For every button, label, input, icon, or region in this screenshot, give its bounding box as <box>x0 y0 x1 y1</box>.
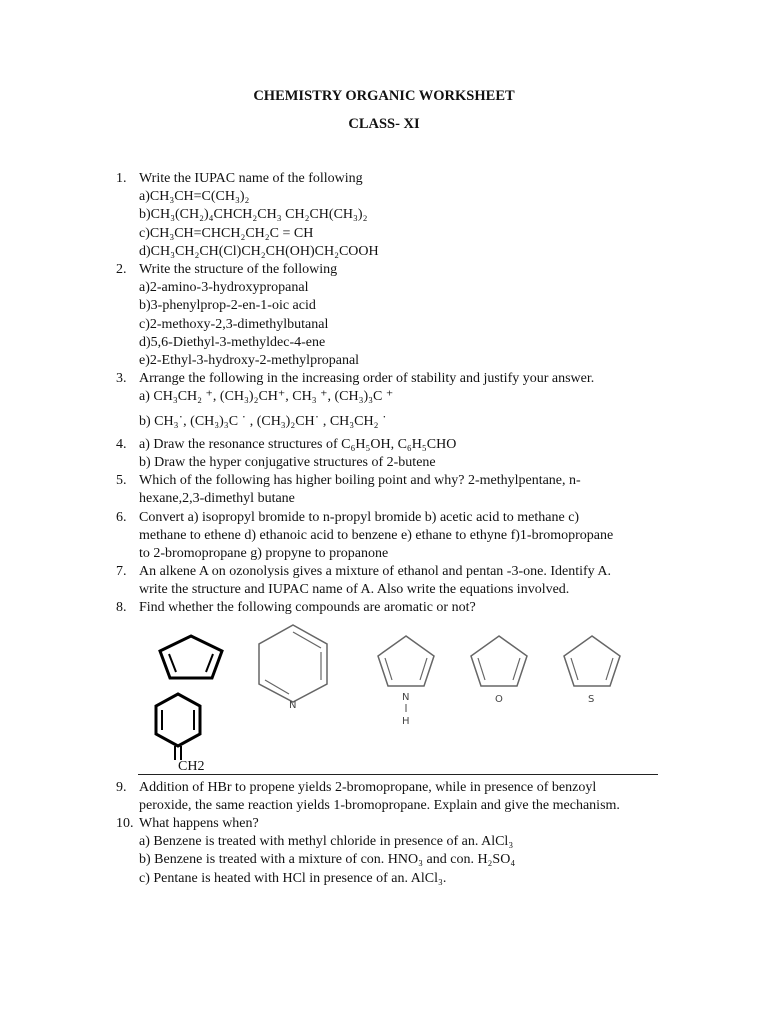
question-item: c) Pentane is heated with HCl in presence of an. AlCl₃. <box>139 870 447 886</box>
question-10 <box>116 815 676 888</box>
thiophene-s-label: S <box>588 694 595 705</box>
question-text: to 2-bromopropane g) propyne to propanone <box>139 546 389 562</box>
ch2-label: CH2 <box>178 759 205 774</box>
question-8 <box>116 599 676 617</box>
question-item: b) Benzene is treated with a mixture of con. HNO₃ and con. H₂SO₄ <box>139 852 516 868</box>
question-item: a) CH₃CH₂ ⁺, (CH₃)₂CH⁺, CH₃ ⁺, (CH₃)₃C ⁺ <box>139 389 394 405</box>
question-number: 7. <box>116 564 127 579</box>
question-text: write the structure and IUPAC name of A. Also write the equations involved. <box>139 582 570 598</box>
pyridine-n-label: N <box>289 700 297 711</box>
question-item: c)2-methoxy-2,3-dimethylbutanal <box>139 316 329 332</box>
question-9 <box>116 779 676 815</box>
question-number: 5. <box>116 473 127 488</box>
question-item: c)CH₃CH=CHCH₂CH₂C = CH <box>139 225 314 241</box>
question-5 <box>116 472 676 508</box>
question-item: a)2-amino-3-hydroxypropanal <box>139 280 309 296</box>
furan-o-label: O <box>495 694 503 705</box>
question-text: methane to ethene d) ethanoic acid to benzene e) ethane to ethyne f)1-bromopropane <box>139 528 614 544</box>
question-item: d)CH₃CH₂CH(Cl)CH₂CH(OH)CH₂COOH <box>139 243 379 259</box>
pyrrole-structure <box>372 632 440 727</box>
cyclopentadiene-structure <box>155 632 227 682</box>
question-2 <box>116 261 676 370</box>
question-number: 3. <box>116 371 127 386</box>
question-number: 4. <box>116 437 127 452</box>
question-text: An alkene A on ozonolysis gives a mixture of ethanol and pentan -3-one. Identify A. <box>139 564 612 579</box>
question-number: 8. <box>116 600 127 615</box>
question-item: d)5,6-Diethyl-3-methyldec-4-ene <box>139 334 326 350</box>
question-item: a) Benzene is treated with methyl chloride in presence of an. AlCl₃ <box>139 834 514 850</box>
section-divider <box>138 774 658 775</box>
question-text: hexane,2,3-dimethyl butane <box>139 491 295 507</box>
question-number: 9. <box>116 780 127 795</box>
question-item: e)2-Ethyl-3-hydroxy-2-methylpropanal <box>139 353 360 369</box>
pyridine-structure <box>255 622 331 712</box>
question-number: 1. <box>116 171 127 186</box>
pyrrole-n-label: N <box>402 692 410 703</box>
question-number: 2. <box>116 262 127 277</box>
pyrrole-h-label: H <box>402 716 410 727</box>
question-item: b)3-phenylprop-2-en-1-oic acid <box>139 298 316 314</box>
question-1 <box>116 170 676 261</box>
thiophene-structure <box>558 632 626 707</box>
question-text: Arrange the following in the increasing order of stability and justify your answer. <box>139 371 595 386</box>
methylene-cyclohexadiene-structure <box>150 690 206 762</box>
question-text: Addition of HBr to propene yields 2-bromopropane, while in presence of benzoyl <box>139 780 597 795</box>
question-item: b) CH₃˙, (CH₃)₃C ˙ , (CH₃)₂CH˙ , CH₃CH₂ ˙ <box>139 414 387 430</box>
question-item: b)CH₃(CH₂)₄CHCH₂CH₃ CH₂CH(CH₃)₂ <box>139 207 368 223</box>
question-4 <box>116 436 676 472</box>
furan-structure <box>465 632 533 707</box>
question-text: Find whether the following compounds are aromatic or not? <box>139 600 476 615</box>
question-text: Convert a) isopropyl bromide to n-propyl bromide b) acetic acid to methane c) <box>139 510 580 525</box>
question-3 <box>116 370 676 432</box>
question-text: What happens when? <box>139 816 259 831</box>
question-6 <box>116 509 676 564</box>
worksheet-title: CHEMISTRY ORGANIC WORKSHEET <box>253 88 515 104</box>
question-text: Write the structure of the following <box>139 262 338 277</box>
question-text: peroxide, the same reaction yields 1-bromopropane. Explain and give the mechanism. <box>139 798 620 814</box>
class-label: CLASS- XI <box>348 116 420 132</box>
question-number: 6. <box>116 510 127 525</box>
question-item: b) Draw the hyper conjugative structures of 2-butene <box>139 455 436 471</box>
question-number: 10. <box>116 816 134 831</box>
question-item: a) Draw the resonance structures of C₆H₅OH, C₆H₅CHO <box>139 437 457 452</box>
question-text: Write the IUPAC name of the following <box>139 171 363 186</box>
question-text: Which of the following has higher boiling point and why? 2-methylpentane, n- <box>139 473 581 488</box>
question-item: a)CH₃CH=C(CH₃)₂ <box>139 189 250 205</box>
question-7 <box>116 563 676 599</box>
